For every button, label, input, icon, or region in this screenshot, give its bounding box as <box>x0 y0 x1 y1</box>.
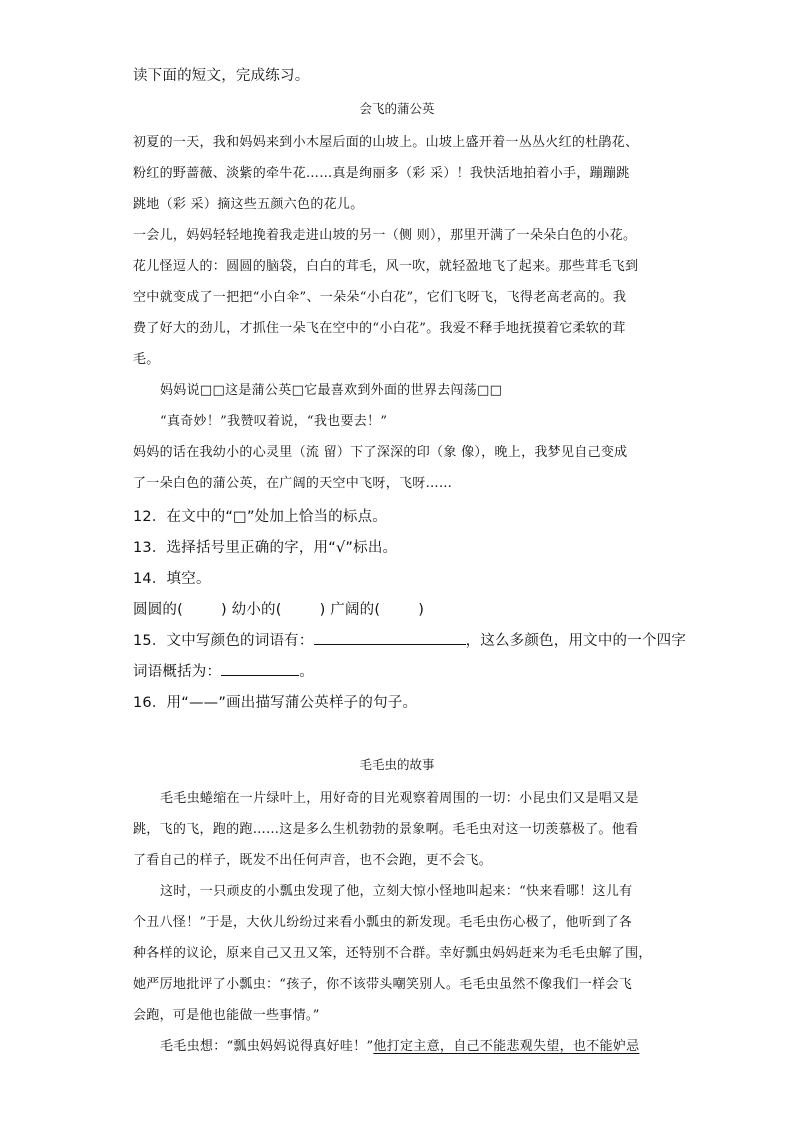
passage2-line: 种各样的议论，原来自己又丑又笨，还特别不合群。幸好瓢虫妈妈赶来为毛毛虫解了围， <box>133 946 652 961</box>
passage1-line: 初夏的一天，我和妈妈来到小木屋后面的山坡上。山坡上盛开着一丛丛火红的杜鹃花、 <box>133 135 639 150</box>
question-15-line1 <box>133 629 686 650</box>
passage2-last-plain: 毛毛虫想：“瓢虫妈妈说得真好哇！” <box>160 1039 374 1054</box>
passage1-line: 妈妈的话在我幼小的心灵里（流 留）下了深深的印（象 像），晚上，我梦见自己变成 <box>133 445 628 460</box>
passage2-title: 毛毛虫的故事 <box>359 757 435 772</box>
question-16: 16．用“——”画出描写蒲公英样子的句子。 <box>133 695 418 711</box>
question-13: 13．选择括号里正确的字，用“√”标出。 <box>133 540 398 556</box>
answer-blank[interactable] <box>314 630 466 645</box>
passage2-line: 了看自己的样子，既发不出任何声音，也不会跑，更不会飞。 <box>133 853 493 868</box>
question-14: 14．填空。 <box>133 571 211 587</box>
question-15-continued: 词语概括为： <box>133 664 222 680</box>
passage2-line: 她严厉地批评了小瓢虫：“孩子，你不该带头嘲笑别人。毛毛虫虽然不像我们一样会飞 <box>133 977 633 992</box>
passage2-line: 毛毛虫蜷缩在一片绿叶上，用好奇的目光观察着周围的一切：小昆虫们又是唱又是 <box>160 791 639 806</box>
passage2-line: 这时，一只顽皮的小瓢虫发现了他，立刻大惊小怪地叫起来：“快来看哪！这儿有 <box>160 884 633 899</box>
passage1-line: 空中就变成了一把把“小白伞”、一朵朵“小白花”，它们飞呀飞，飞得老高老高的。我 <box>133 290 627 305</box>
question-12: 12．在文中的“□”处加上恰当的标点。 <box>133 509 387 525</box>
passage1-line: 一会儿，妈妈轻轻地挽着我走进山坡的另一（侧 则），那里开满了一朵朵白色的小花。 <box>133 228 637 243</box>
question-14-blanks <box>133 598 424 619</box>
passage1-line: 花儿怪逗人的：圆圆的脑袋，白白的茸毛，风一吹，就轻盈地飞了起来。那些茸毛飞到 <box>133 259 639 274</box>
question-15-line2 <box>133 660 314 681</box>
passage1-line: 妈妈说□□这是蒲公英□它最喜欢到外面的世界去闯荡□□ <box>160 383 503 398</box>
blank-label-3: ) 广阔的( <box>319 602 381 618</box>
passage2-last-line <box>160 1035 639 1054</box>
blank-label-1: 圆圆的( <box>133 602 183 618</box>
passage1-line: 粉红的野蔷薇、淡紫的牵牛花……真是绚丽多（彩 采）！我快活地拍着小手，蹦蹦跳 <box>133 166 630 181</box>
question-15-middle: ，这么多颜色，用文中的一个四字 <box>465 633 687 649</box>
passage1-title: 会飞的蒲公英 <box>359 101 435 116</box>
passage2-line: 个丑八怪！”于是，大伙儿纷纷过来看小瓢虫的新发现。毛毛虫伤心极了，他听到了各 <box>133 915 633 930</box>
blank-label-4: ) <box>418 602 425 618</box>
passage1-line: 了一朵白色的蒲公英，在广阔的天空中飞呀，飞呀…… <box>133 476 453 491</box>
question-15-prefix: 15．文中写颜色的词语有： <box>133 633 314 649</box>
passage1-line: 费了好大的劲儿，才抓住一朵飞在空中的“小白花”。我爱不释手地抚摸着它柔软的茸 <box>133 321 626 336</box>
passage1-line: 毛。 <box>133 352 160 367</box>
question-15-end: 。 <box>299 664 314 680</box>
instruction-text: 读下面的短文，完成练习。 <box>133 68 310 84</box>
passage1-line: “真奇妙！”我赞叹着说，“我也要去！” <box>160 414 388 429</box>
answer-blank[interactable] <box>221 661 299 676</box>
passage1-line: 跳地（彩 采）摘这些五颜六色的花儿。 <box>133 197 364 212</box>
passage2-line: 跳，飞的飞，跑的跑……这是多么生机勃勃的景象啊。毛毛虫对这一切羡慕极了。他看 <box>133 822 639 837</box>
blank-label-2: ) 幼小的( <box>220 602 282 618</box>
passage2-line: 会跑，可是他也能做一些事情。” <box>133 1008 320 1023</box>
underlined-sentence: 他打定主意，自己不能悲观失望，也不能妒忌 <box>373 1039 640 1054</box>
